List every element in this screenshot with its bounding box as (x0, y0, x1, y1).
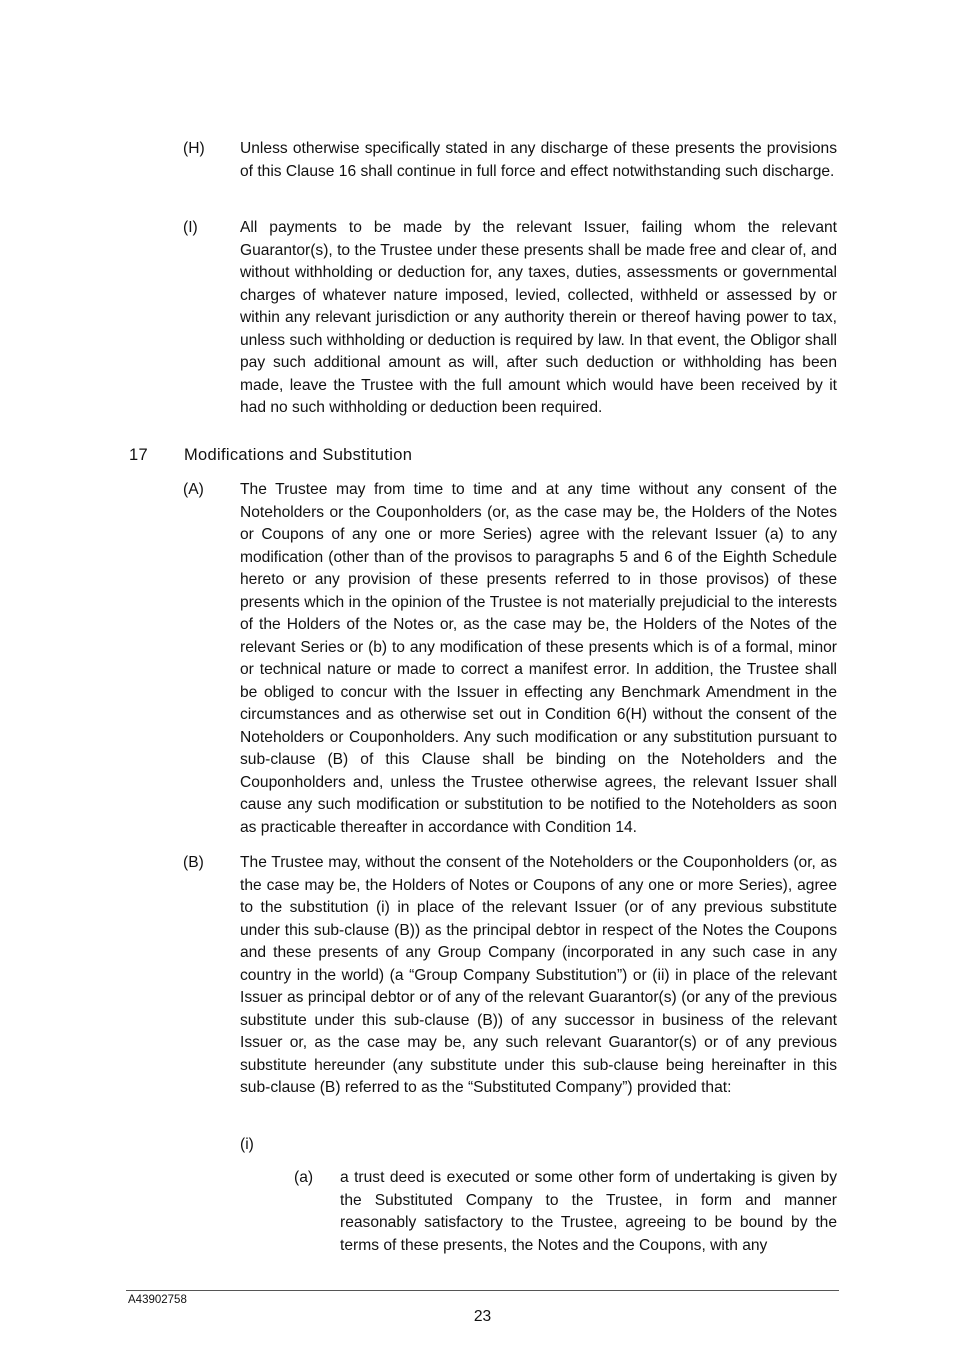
clause-16-h-text: Unless otherwise specifically stated in any discharge of these presents the provisions of this Clause 16 shall continue in full force and effect notwithstanding such discharge. (240, 140, 837, 180)
clause-16-h-label: (H) (183, 140, 205, 157)
clause-17-b-label: (B) (183, 854, 204, 871)
document-reference: A43902758 (128, 1294, 187, 1306)
clause-16-i-text: All payments to be made by the relevant Issuer, failing whom the relevant Guarantor(s), to the Trustee under these presents shall be made free and clear of, and without withholding or deduction for, any taxes, duties, assessments or governmental charges of whatever nature imposed, levied, collected, withheld or assessed by or within any relevant jurisdiction or any authority therein or thereof having power to tax, unless such withholding or deduction is required by law. In that event, the Obligor shall pay such additional amount as will, after such deduction or withholding has been made, leave the Trustee with the full amount which would have been received by it had no such withholding or deduction been required. (240, 219, 837, 416)
clause-17-number: 17 (129, 446, 148, 464)
clause-16-i-label: (I) (183, 219, 198, 236)
clause-17-a-label: (A) (183, 481, 204, 498)
sub-item-a-label: (a) (294, 1169, 314, 1186)
clause-17-a-text: The Trustee may from time to time and at any time without any consent of the Noteholders or the Couponholders (or, as the case may be, the Holders of the Notes or Coupons of any one or more Series) agree with the relevant Issuer (a) to any modification (other than of the provisos to paragraphs 5 and 6 of the Eighth Schedule hereto or any provision of these presents referred to in those provisos) of these presents which in the opinion of the Trustee is not materially prejudicial to the interests of the Holders of the Notes or, as the case may be, the Holders of the Notes of the relevant Series or (b) to any modification of these presents which is of a formal, minor or technical nature or made to correct a manifest error. In addition, the Trustee shall be obliged to concur with the Issuer in effecting any Benchmark Amendment in the circumstances and as otherwise set out in Condition 6(H) without the consent of the Noteholders or Couponholders. Any such modification or any substitution pursuant to sub-clause (B) of this Clause shall be binding on the Noteholders and the Couponholders and, unless the Trustee otherwise agrees, the relevant Issuer shall cause any such modification or substitution to be notified to the Noteholders as soon as practicable thereafter in accordance with Condition 14. (240, 481, 837, 836)
sub-item-a-text: a trust deed is executed or some other form of undertaking is given by the Substituted Company to the Trustee, in form and manner reasonably satisfactory to the Trustee, agreeing to be bound by the terms of these presents, the Notes and the Coupons, with any (340, 1169, 837, 1254)
footer-divider (126, 1290, 839, 1291)
sub-clause-i-label: (i) (240, 1136, 254, 1153)
clause-17-b-text: The Trustee may, without the consent of the Noteholders or the Couponholders (or, as the case may be, the Holders of Notes or Coupons of any one or more Series), agree to the substitution (i) in place of the relevant Issuer (or of any previous substitute under this sub-clause (B)) as the principal debtor in respect of the Notes the Coupons and these presents of any Group Company (incorporated in any such case in any country in the world) (a “Group Company Substitution”) or (ii) in place of the relevant Issuer as principal debtor or of any of the relevant Guarantor(s) (or any of the previous substitute under this sub-clause (B)) of any successor in business of the relevant Issuer or, as the case may be, any such relevant Guarantor(s) or of any previous substitute hereunder (any substitute under this sub-clause being hereinafter in this sub-clause (B) referred to as the “Substituted Company”) provided that: (240, 854, 837, 1096)
page-number: 23 (473, 1308, 492, 1325)
clause-17-title: Modifications and Substitution (184, 446, 413, 464)
